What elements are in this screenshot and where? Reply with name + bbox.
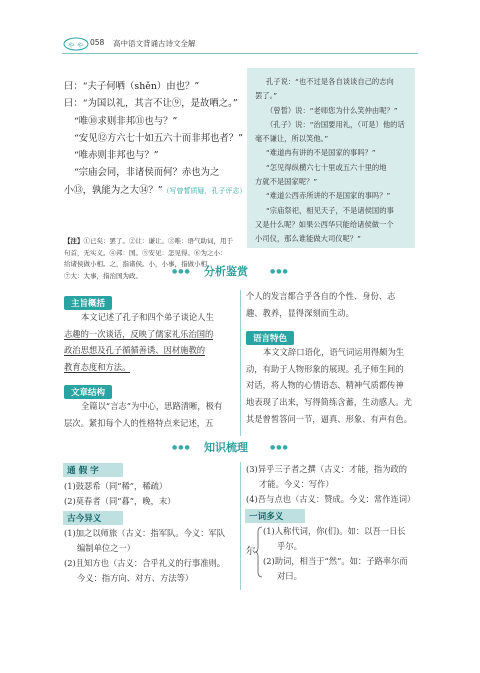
svg-text:ゃ: ゃ xyxy=(76,40,84,49)
brace-icon xyxy=(255,526,263,578)
title-decoration-left: ●●● xyxy=(172,444,191,451)
title-decoration-left: ●●● xyxy=(172,268,191,275)
gujin-line: (3)异乎三子者之撰（古义：才能，指为政的 xyxy=(246,464,408,474)
gujin-line: (4)吾与点也（古义：赞成。今义：常作连词） xyxy=(246,494,416,504)
original-line: “安见⑫方六七十如五六十而非邦也者？” xyxy=(74,132,243,144)
translation-line: 罢了。” xyxy=(255,91,278,101)
knowledge-section-title: 知识梳理 xyxy=(204,441,248,454)
theme-text xyxy=(64,309,236,376)
original-line: “唯⑩求则非邦⑪也与？” xyxy=(74,115,178,127)
analysis-line: 个人的发言都合乎各自的个性、身份、志 xyxy=(246,291,396,301)
book-title: 高中语文背诵古诗文全解 xyxy=(113,39,196,48)
language-text xyxy=(246,344,420,428)
translation-line: （曾皙）说：“老师您为什么笑仲由呢？” xyxy=(266,105,398,115)
theme-line: 政治思想及孔子循循善诱、因材施教的 xyxy=(64,345,206,356)
structure-line: 层次。紧扣每个人的性格特点来记述，五 xyxy=(64,417,214,428)
tongjia-item: (2)莫春者（同“暮”，晚，末） xyxy=(64,496,176,506)
source-note: （写曾皙质疑，孔子评志） xyxy=(162,186,247,195)
structure-line: 全篇以“言志”为中心，思路清晰，极有 xyxy=(81,401,223,411)
book-logo-icon xyxy=(63,37,89,51)
theme-line: 教育态度和方法。 xyxy=(64,362,131,373)
translation-line: 方就不是国家呢？” xyxy=(255,177,318,187)
gujin-line: 今义：指方向、对方、方法等） xyxy=(77,573,194,583)
language-line: 对话，将人物的心情语态、精神气质都传神 xyxy=(246,380,404,391)
note-line: 给诸侯做小相。之，指诸侯。小，小事，指做小相。 xyxy=(64,260,214,269)
theme-line: 本文记述了孔子和四个弟子谈论人生 xyxy=(81,312,214,322)
translation-line: 又是什么呢？如果公西华只能给诸侯做一个 xyxy=(255,219,394,229)
gujin-list xyxy=(64,526,238,586)
header-divider xyxy=(62,53,418,54)
duoyi-line: 对曰。 xyxy=(277,571,302,581)
duoyi-line: (2)助词，相当于“然”。如：子路率尔而 xyxy=(263,556,408,566)
language-line: 其是曾皙答问一节，逼真、形象、有声有色。 xyxy=(246,413,412,424)
translation-line: 小司仪，那么谁能做大司仪呢？” xyxy=(255,234,361,244)
gujin-line: 才能。今义：写作） xyxy=(259,479,334,489)
svg-text:ゃ: ゃ xyxy=(67,40,75,49)
gujin-line: (2)且知方也（古义：合乎礼义的行事准则。 xyxy=(64,558,226,568)
tongjia-list xyxy=(64,479,236,509)
duoyi-line: 乎尔。 xyxy=(277,541,302,551)
translation-line: 孔子说：“也不过是各自谈谈自己的志向 xyxy=(266,77,394,86)
language-line: 地表现了出来，写得简练含蓄，生动感人。尤 xyxy=(246,397,412,408)
translation-line: “宗庙祭祀，相见天子，不是诸侯国的事 xyxy=(266,205,394,215)
original-line: 曰：“为国以礼，其言不让⑨，是故哂之。” xyxy=(64,98,238,110)
original-line: “唯赤则非邦也与？” xyxy=(74,150,159,162)
column-divider xyxy=(240,290,241,436)
translation-line: 毫不谦让，所以笑他。” xyxy=(255,134,329,144)
translation-text xyxy=(255,75,411,247)
page-number: 058 xyxy=(90,38,105,47)
theme-line: 志趣的一次谈话，反映了儒家礼乐治国的 xyxy=(64,328,214,339)
structure-label: 文章结构 xyxy=(64,385,112,399)
original-line: 小⑬，孰能为之大⑭？” xyxy=(64,184,163,196)
original-line: “宗庙会同，非诸侯而何？赤也为之 xyxy=(74,167,220,179)
notes-tag: 【注】 xyxy=(64,237,84,245)
gujin-line: (1)加之以师旅（古义：指军队。今义：军队 xyxy=(64,528,226,538)
note-line: ①已矣：罢了。②让：谦让。③唯：语气助词，用于 xyxy=(83,237,233,245)
analysis-continued xyxy=(246,288,418,321)
gujin-line: 编制单位之一） xyxy=(77,543,136,553)
note-line: ⑦大：大事，指治国为政。 xyxy=(64,271,142,280)
translation-line: “难道公西赤所讲的不是国家的事吗？” xyxy=(266,191,391,201)
language-line: 动，有助于人物形象的展现。孔子师生间的 xyxy=(246,363,404,374)
note-line: 句首，无实义。④邦：国。⑤安见：怎见得。⑥为之小： xyxy=(64,248,227,257)
language-label: 语言特色 xyxy=(246,331,294,345)
title-decoration-right: ●●● xyxy=(270,444,289,451)
duoyi-list xyxy=(263,524,421,584)
analysis-section-title: 分析鉴赏 xyxy=(204,265,248,278)
duoyi-line: (1)人称代词，你(们)。如：以吾一日长 xyxy=(263,526,406,536)
gujin-list-continued xyxy=(246,462,420,507)
tongjia-item: (1)鼓瑟希（同“稀”，稀疏） xyxy=(64,481,168,491)
analysis-line: 趣、教养，显得深刻而生动。 xyxy=(246,307,354,318)
tongjia-label: 通 假 字 xyxy=(63,463,123,477)
original-line: 曰：“夫子何哂（shěn）由也？” xyxy=(64,81,200,92)
title-decoration-right: ●●● xyxy=(270,268,289,275)
duoyi-char: 尔 xyxy=(246,546,256,557)
column-divider xyxy=(240,462,241,590)
original-text xyxy=(64,78,247,200)
duoyi-label: 一词多义 xyxy=(245,509,305,523)
theme-label: 主旨概括 xyxy=(64,296,112,310)
translation-line: “怎见得纵横六七十里或五六十里的地 xyxy=(266,162,387,172)
gujin-label: 古今异义 xyxy=(63,511,123,525)
translation-line: “难道冉有讲的不是国家的事吗？” xyxy=(266,148,376,158)
translation-line: （孔子）说：“治国要用礼，（可是）他的话 xyxy=(266,119,405,129)
structure-text xyxy=(64,398,238,431)
language-line: 本文文辞口语化，语气词运用得颇为生 xyxy=(263,347,405,357)
